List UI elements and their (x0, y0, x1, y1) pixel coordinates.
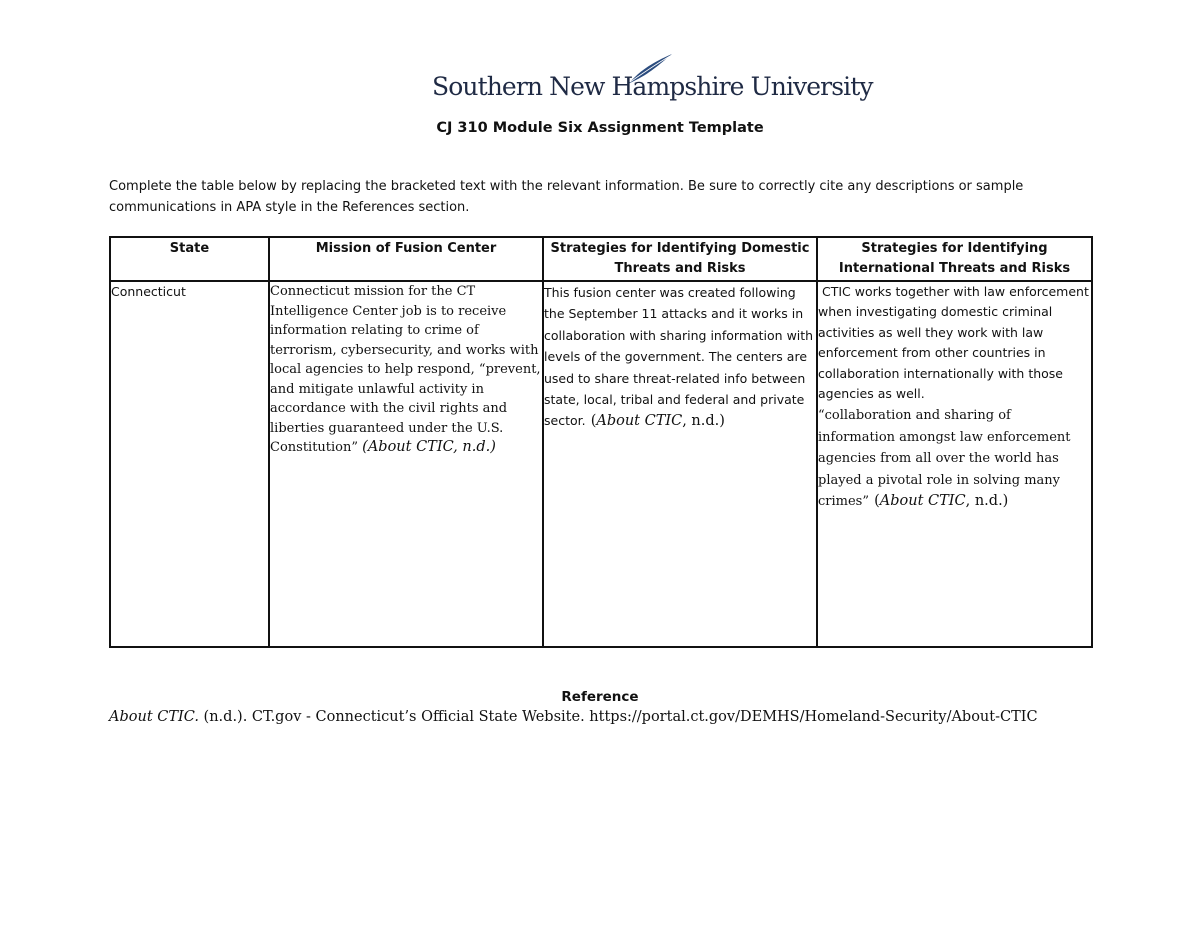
university-name: Southern New Hampshire University (432, 72, 873, 101)
state-value: Connecticut (111, 284, 186, 299)
reference-heading: Reference (561, 689, 639, 705)
international-text: CTIC works together with law enforcement when investigating domestic criminal activities as well they work with law enforcement from other countries in collaboration internationally with those agencies as well. (818, 284, 1093, 402)
fusion-center-table (109, 236, 1093, 648)
domestic-citation: (About CTIC, n.d.) (590, 413, 725, 430)
reference-details: (n.d.). CT.gov - Connecticut’s Official State Website. https://portal.ct.gov/DEMHS/Homeland-Security/About-CTIC (198, 709, 1038, 725)
page-title: CJ 310 Module Six Assignment Template (436, 120, 764, 136)
header-domestic: Strategies for Identifying Domestic Threats and Risks (543, 237, 817, 281)
international-quote: “collaboration and sharing of information amongst law enforcement agencies from all over the world has played a pivotal role in solving many crimes” (818, 408, 1071, 510)
cell-state (110, 281, 269, 647)
domestic-text: This fusion center was created following the September 11 attacks and it works in collaboration with sharing information with levels of the government. The centers are used to share threat-related info between state, local, tribal and federal and private sector. (544, 285, 814, 429)
cell-domestic (543, 281, 817, 647)
header-mission: Mission of Fusion Center (269, 237, 543, 281)
reference-title: About CTIC. (109, 709, 199, 725)
reference-entry (109, 709, 1109, 725)
instructions-text: Complete the table below by replacing the bracketed text with the relevant information. Be sure to correctly cite any descriptions or sample communications in APA style in the References section. (109, 179, 1024, 215)
mission-citation: (About CTIC, n.d.) (362, 439, 496, 455)
table-header-row (110, 237, 1092, 281)
mission-text: Connecticut mission for the CT Intelligence Center job is to receive information relating to crime of terrorism, cybersecurity, and works with local agencies to help respond, “prevent, and mitigate unlawful activity in accordance with the civil rights and liberties guaranteed under the U.S. Constitution” (270, 284, 541, 455)
header-international: Strategies for Identifying International Threats and Risks (817, 237, 1092, 281)
cell-mission (269, 281, 543, 647)
table-row (110, 281, 1092, 647)
cell-international (817, 281, 1092, 647)
header-state: State (110, 237, 269, 281)
university-logo (432, 52, 873, 106)
international-citation: (About CTIC, n.d.) (874, 493, 1009, 510)
